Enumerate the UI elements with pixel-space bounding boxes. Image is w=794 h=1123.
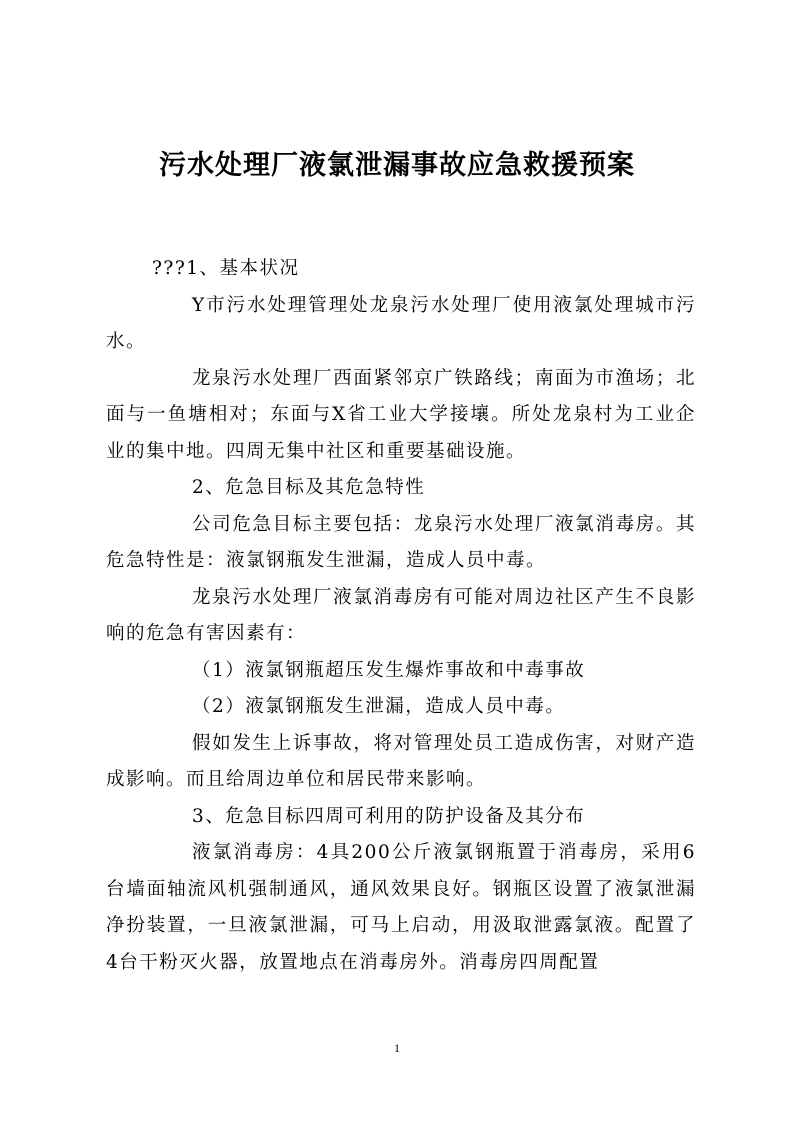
paragraph-disinfection-room: 液氯消毒房：4具200公斤液氯钢瓶置于消毒房，采用6台墙面轴流风机强制通风，通风效果良好。钢瓶区设置了液氯泄漏净扮装置，一旦液氯泄漏，可马上启动，用汲取泄露氯液。配置了4台干粉灭火器，放置地点在消毒房外。消毒房四周配置 (106, 842, 696, 973)
document-title: 污水处理厂液氯泄漏事故应急救援预案 (159, 150, 635, 181)
document-body (106, 251, 696, 981)
paragraph-hazard-targets: 公司危急目标主要包括：龙泉污水处理厂液氯消毒房。其危急特性是：液氯钢瓶发生泄漏，造成人员中毒。 (106, 513, 696, 571)
paragraph-surroundings: 龙泉污水处理厂西面紧邻京广铁路线；南面为市渔场；北面与一鱼塘相对；东面与X省工业大学接壤。所处龙泉村为工业企业的集中地。四周无集中社区和重要基础设施。 (106, 367, 696, 462)
paragraph-accident-impact: 假如发生上诉事故，将对管理处员工造成伤害，对财产造成影响。而且给周边单位和居民带来影响。 (106, 732, 696, 790)
paragraph-hazard-factors: 龙泉污水处理厂液氯消毒房有可能对周边社区产生不良影响的危急有害因素有： (106, 586, 696, 644)
list-item-hazard-2: （2）液氯钢瓶发生泄漏，造成人员中毒。 (192, 696, 566, 717)
section-heading-hazard-targets: 2、危急目标及其危急特性 (192, 477, 426, 498)
list-item-hazard-1: （1）液氯钢瓶超压发生爆炸事故和中毒事故 (192, 659, 586, 681)
page-number: 1 (394, 1041, 400, 1055)
section-heading-basic-situation: ???1、基本状况 (152, 258, 300, 279)
paragraph-plant-usage: Y市污水处理管理处龙泉污水处理厂使用液氯处理城市污水。 (106, 294, 696, 352)
section-heading-protective-equipment: 3、危急目标四周可利用的防护设备及其分布 (192, 805, 586, 827)
